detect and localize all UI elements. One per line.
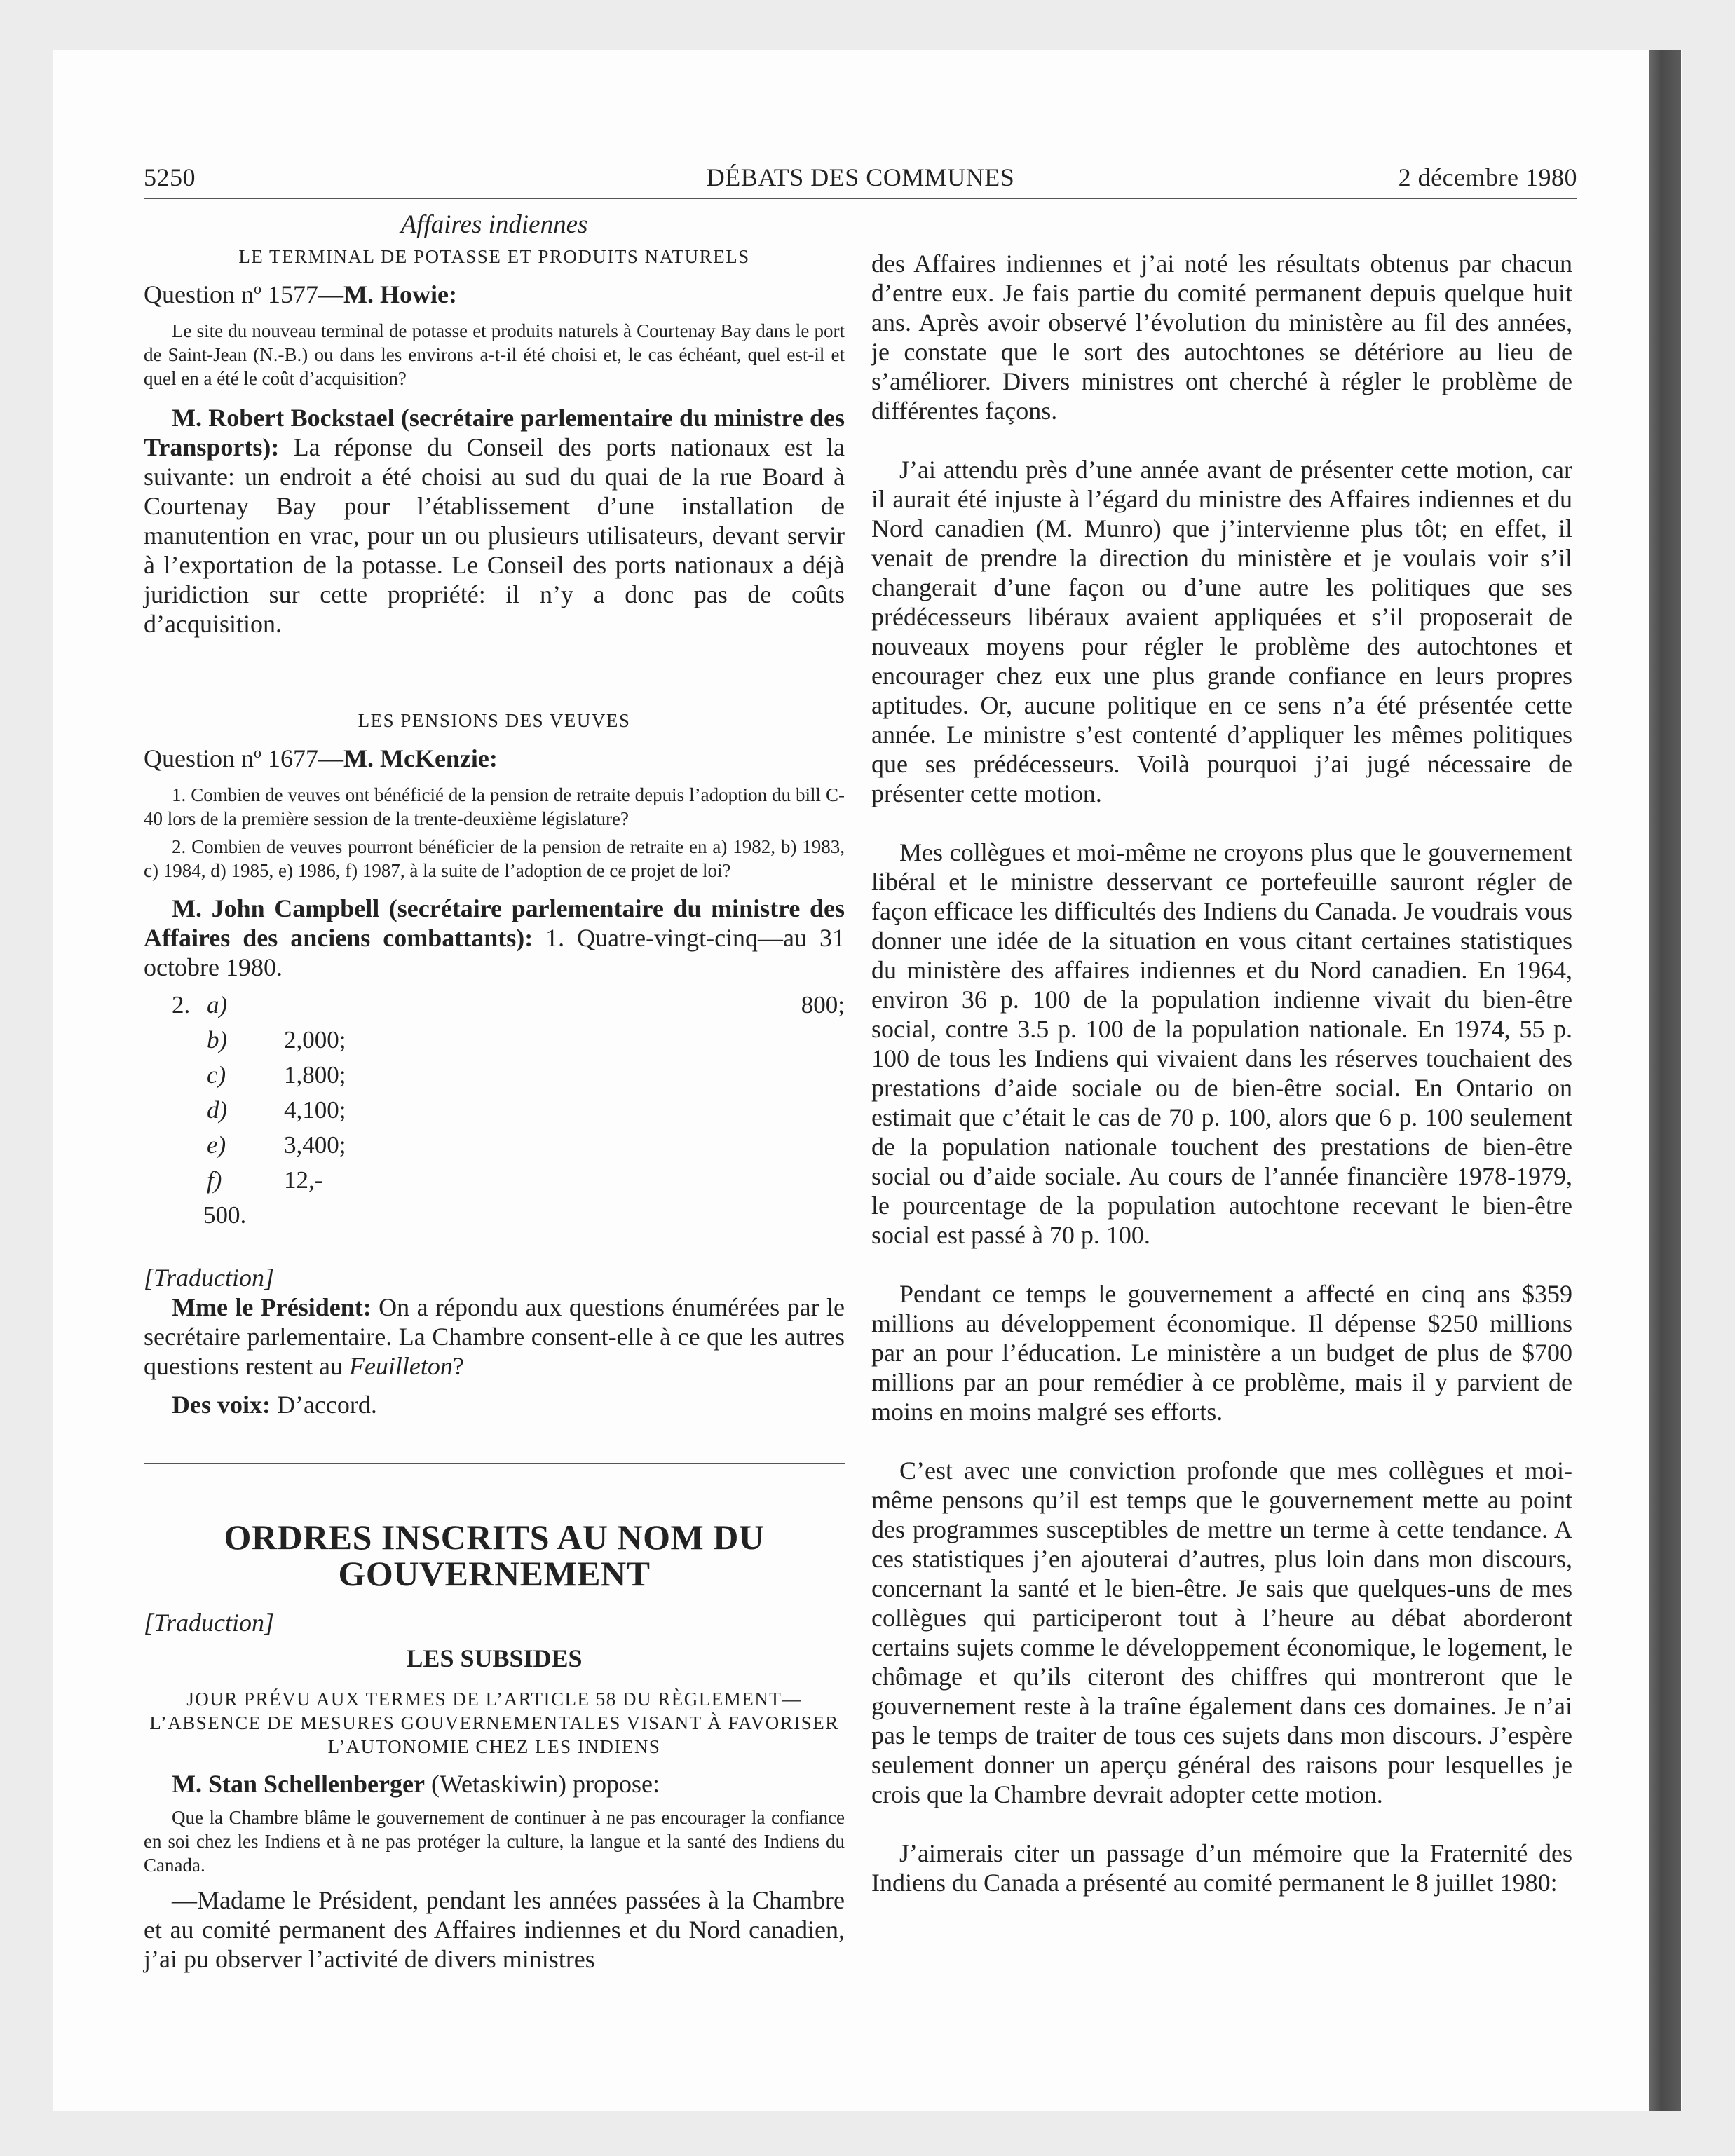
- traduction-note: [Traduction]: [144, 1609, 275, 1637]
- answer-paragraph: M. Robert Bockstael (secrétaire parlementaire du ministre des Transports): La réponse du Conseil des ports nationaux est la suivante: un endroit a été choisi au sud du quai de la rue Board à Courtenay Bay pour l’établissement d’une installation de manutention en vrac, pour un ou plusieurs utilisateurs, devant servir à l’exportation de la potasse. Le Conseil des ports nationaux a déjà juridiction sur cette propriété: il n’y a donc pas de coûts d’acquisition.: [144, 404, 845, 638]
- speech-paragraph: J’aimerais citer un passage d’un mémoire que la Fraternité des Indiens du Canada a présenté au comité permanent le 8 juillet 1980:: [871, 1839, 1572, 1897]
- question-heading: LES PENSIONS DES VEUVES: [358, 710, 631, 731]
- section-divider: [144, 1463, 845, 1464]
- answer-list: [144, 990, 845, 1236]
- speech-paragraph: J’ai attendu près d’une année avant de présenter cette motion, car il aurait été injuste à l’égard du ministre des Affaires indiennes et du Nord canadien (M. Munro) que j’intervienne plus tôt; en effet, il venait de prendre la direction du ministère et je voulais voir s’il changerait d’une façon ou d’une autre les politiques que ses prédécesseurs libéraux avaient appliquées et s’il proposerait de nouveaux moyens pour régler le problème des autochtones et encourager chez eux une plus grande confiance en leurs propres aptitudes. Or, aucune politique en ce sens n’a été présentée cette année. Le ministre s’est contenté d’appliquer les mêmes politiques que ses prédécesseurs. Voilà pourquoi j’ai jugé nécessaire de présenter cette motion.: [871, 456, 1572, 807]
- president-paragraph: Mme le Président: On a répondu aux questions énumérées par le secrétaire parlementaire. La Chambre consent-elle à ce que les autres questions restent au Feuilleton?: [144, 1293, 845, 1380]
- question-item: 2. Combien de veuves pourront bénéficier de la pension de retraite en a) 1982, b) 1983, c) 1984, d) 1985, e) 1986, f) 1987, à la suite de l’adoption de ce projet de loi?: [144, 836, 845, 881]
- page-binding-edge: [1649, 50, 1681, 2111]
- answer-speaker: M. John Campbell (secrétaire parlementaire du ministre des Affaires des anciens combattants):: [144, 894, 845, 952]
- left-column: [144, 210, 845, 1974]
- subsides-caps: JOUR PRÉVU AUX TERMES DE L’ARTICLE 58 DU RÈGLEMENT—L’ABSENCE DE MESURES GOUVERNEMENTALES VISANT À FAVORISER L’AUTONOMIE CHEZ LES INDIENS: [149, 1688, 839, 1757]
- orders-title: ORDRES INSCRITS AU NOM DU GOUVERNEMENT: [224, 1517, 765, 1593]
- list-item: e) 3,400;: [207, 1131, 346, 1159]
- speech-paragraph: Mes collègues et moi-même ne croyons plus que le gouvernement libéral et le ministre desservant ce portefeuille sauront régler de façon efficace les difficultés des Indiens du Canada. Je voudrais vous donner une idée de la situation en vous citant certaines statistiques du ministère des affaires indiennes et du Nord canadien. En 1964, environ 36 p. 100 de la population indienne vivait du bien-être social, contre 3.5 p. 100 de la population nationale. En 1974, 55 p. 100 de tous les Indiens qui vivaient dans les réserves touchaient des prestations d’aide sociale ou de bien-être social. En Ontario on estimait que c’était le cas de 70 p. 100, alors que 6 p. 100 seulement de la population nationale touchent des prestations de bien-être social ou d’aide sociale. Au cours de l’année financière 1978-1979, le pourcentage de la population autochtone recevant le bien-être social est passé à 70 p. 100.: [871, 838, 1572, 1249]
- speech-paragraph: —Madame le Président, pendant les années passées à la Chambre et au comité permanent des Affaires indiennes et du Nord canadien, j’ai pu observer l’activité de divers ministres: [144, 1886, 845, 1973]
- question-line: Question $n^o$ 1577—M. Howie:: [144, 280, 457, 308]
- speech-paragraph: Pendant ce temps le gouvernement a affecté en cinq ans $359 millions au développement économique. Il dépense $250 millions par an pour l’éducation. Le ministère a un budget de plus de $700 millions par an pour remédier à ce problème, mais il y parvient de moins en moins malgré ses efforts.: [871, 1280, 1572, 1426]
- question-author: M. Howie:: [343, 280, 457, 308]
- list-item: c) 1,800;: [207, 1061, 346, 1089]
- page-header: [144, 163, 1577, 199]
- list-item: 2. a) 800;: [172, 991, 845, 1018]
- question-author: M. McKenzie:: [343, 744, 498, 772]
- question-heading: LE TERMINAL DE POTASSE ET PRODUITS NATURELS: [238, 246, 750, 267]
- speech-paragraph: C’est avec une conviction profonde que mes collègues et moi-même pensons qu’il est temps que le gouvernement mette au point des programmes susceptibles de mettre un terme à cette tendance. A ces statistiques j’en ajouterai d’autres, plus loin dans mon discours, concernant la santé et le bien-être. Je sais que quelques-uns de mes collègues qui participeront tout à l’heure au débat aborderont certains sujets comme le développement économique, le logement, le chômage et qu’ils citeront des chiffres qui montreront que le gouvernement reste à la traîne également dans ces domaines. Je n’ai pas le temps de traiter de tous ces sujets dans mon discours. J’espère seulement donner un aperçu général des raisons pour lesquelles je crois que la Chambre devrait adopter cette motion.: [871, 1456, 1572, 1808]
- proposer-name: M. Stan Schellenberger: [172, 1770, 425, 1798]
- answer-speaker: M. Robert Bockstael (secrétaire parlementaire du ministre des Transports):: [144, 404, 845, 461]
- subsides-title: LES SUBSIDES: [406, 1644, 583, 1672]
- speaker-name: Des voix:: [172, 1391, 271, 1419]
- question-line: Question $n^o$ 1677—M. McKenzie:: [144, 744, 498, 772]
- motion-text: Que la Chambre blâme le gouvernement de continuer à ne pas encourager la confiance en soi chez les Indiens et à ne pas protéger la culture, la langue et la santé des Indiens du Canada.: [144, 1807, 845, 1876]
- list-item: f) 12,-: [207, 1166, 323, 1194]
- list-item: 500.: [203, 1201, 247, 1229]
- page-date: 2 décembre 1980: [1398, 163, 1577, 191]
- proposer-riding: (Wetaskiwin): [424, 1770, 566, 1798]
- publication-title: DÉBATS DES COMMUNES: [706, 163, 1015, 191]
- speaker-name: Mme le Président:: [172, 1293, 372, 1321]
- question-text: Le site du nouveau terminal de potasse et produits naturels à Courtenay Bay dans le port de Saint-Jean (N.-B.) ou dans les environs a-t-il été choisi et, le cas échéant, quel est-il et quel en a été le coût d’acquisition?: [144, 320, 845, 389]
- page-number: 5250: [144, 163, 196, 191]
- speech-paragraph: des Affaires indiennes et j’ai noté les résultats obtenus par chacun d’entre eux. Je fais partie du comité permanent depuis quelque huit ans. Après avoir observé l’évolution du ministère au fil des années, je constate que le sort des autochtones se détériore au lieu de s’améliorer. Divers ministres ont cherché à régler le problème de différentes façons.: [871, 250, 1572, 425]
- voices-paragraph: Des voix: D’accord.: [172, 1391, 377, 1419]
- list-item: d) 4,100;: [207, 1096, 346, 1124]
- question-item: 1. Combien de veuves ont bénéficié de la pension de retraite depuis l’adoption du bill C-40 lors de la première session de la trente-deuxième législature?: [144, 784, 845, 829]
- proposer-line: M. Stan Schellenberger (Wetaskiwin) propose:: [172, 1770, 660, 1798]
- answer-paragraph: M. John Campbell (secrétaire parlementaire du ministre des Affaires des anciens combattants): 1. Quatre-vingt-cinq—au 31 octobre 1980.: [144, 894, 845, 981]
- list-item: b) 2,000;: [207, 1026, 346, 1053]
- right-column: [871, 249, 1572, 1897]
- traduction-note: [Traduction]: [144, 1264, 275, 1292]
- section-category: Affaires indiennes: [400, 210, 588, 239]
